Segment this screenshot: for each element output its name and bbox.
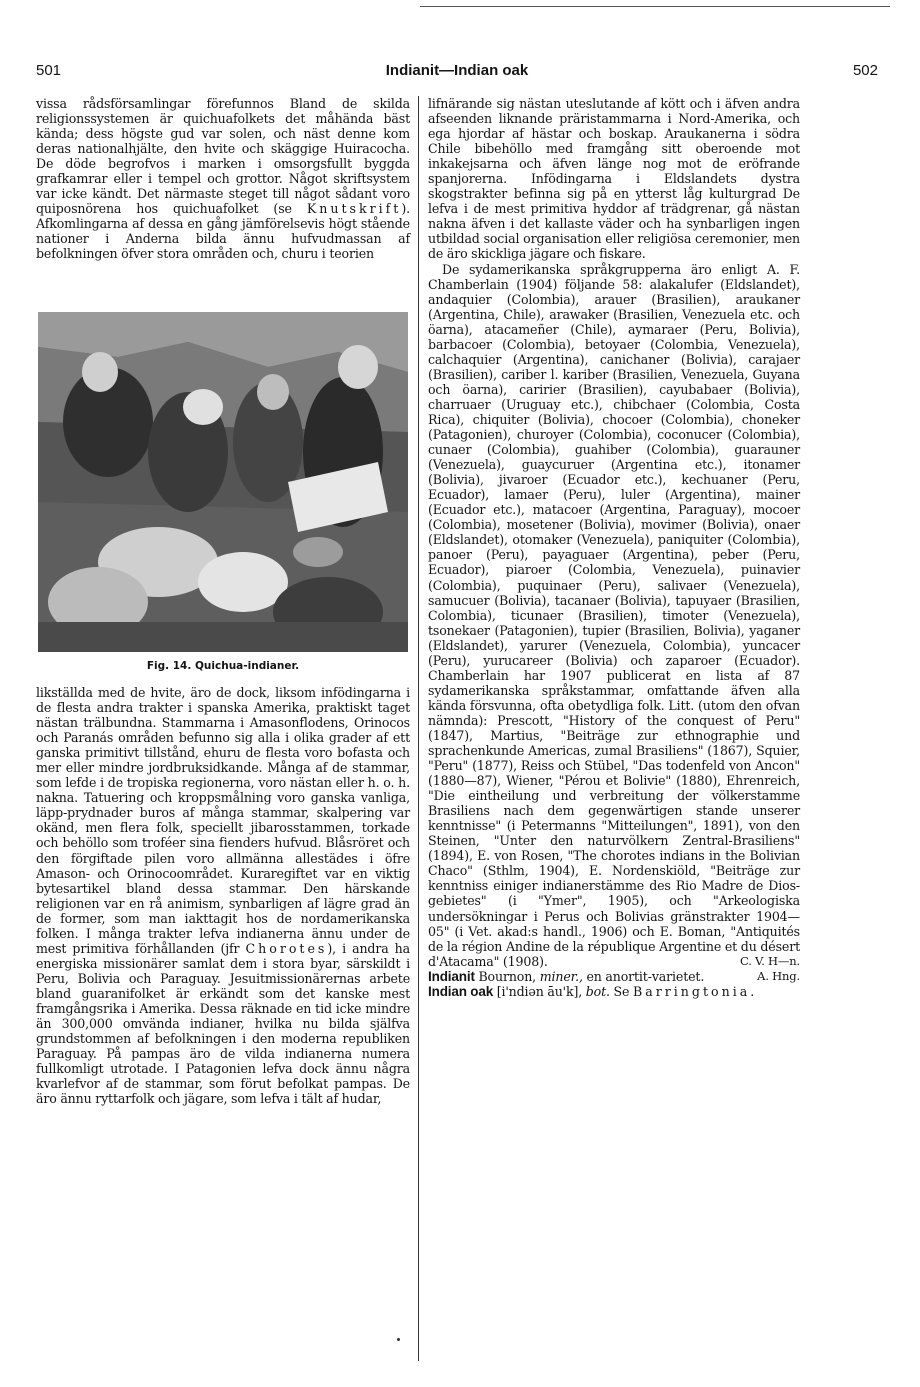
entry-indianit: Indianit Bournon, miner., en anortit-varietet. A. Hng. [428,968,800,984]
figure-caption: Fig. 14. Quichua-indianer. [146,660,300,672]
figure-photo [38,312,408,652]
entry-indian-oak: Indian oak [i'ndiən āu'k], bot. Se Barringtonia. [428,983,758,999]
cross-reference-chorotes[interactable]: Chorotes [245,940,328,956]
cross-reference-knutskrift[interactable]: Knutskrift [306,201,402,217]
photo-quichua-indians [38,312,408,652]
page-number-right: 502 [852,62,878,79]
paragraph: vissa rådsförsamlingar förefunnos Bland de skilda religionssystemen är quichuafolkets det måhända bäst kända; dess högste gud var solen, och näst denne kom deras nationalhjälte, den hvite och skäggige Huiracocha. De döde begrofvos i marken i omsorgsfullt byggda grafkamrar eller i tempel och grottor. Något skriftsystem var icke kändt. Det närmaste steget till något sådant voro quiposnörena hos quichuafolket (se Knutskrift). Afkomlingarna af dessa en gång jämförelsevis högt stående nationer i Anderna bilda ännu hufvudmassan af befolkningen öfver stora områden och, churu i teorien [36,96,410,262]
print-mark [397,1338,400,1341]
signature: C. V. H—n. [740,953,800,968]
page-header [36,62,878,84]
column-right [428,96,800,999]
running-title: Indianit—Indian oak [385,62,529,79]
headword: Indianit [428,968,475,984]
column-left-bottom [36,685,410,1106]
headword: Indian oak [428,983,494,999]
cross-reference-barringtonia[interactable]: Barringtonia. [632,983,758,999]
paragraph: lifnärande sig nästan uteslutande af kött och i äfven andra afseenden liknande präristammarna i Nord-Amerika, och ega hjordar af hästar och boskap. Araukanerna i södra Chile bibehöllo med framgång sitt oberoende mot inkakejsarna och äfven länge nog mot de eröfrande spanjorerna. Infödingarna i Eldslandets dystra skogstrakter befinna sig på en ytterst låg kulturgrad De lefva i de mest primitiva hyddor af trädgrenar, gå nästan nakna äfven i det kallaste väder och ha synbarligen ingen utbildad social organisation eller religiösa ceremonier, men de äro skickliga jägare och fiskare. [428,96,800,262]
paragraph: likställda med de hvite, äro de dock, liksom infödingarna i de flesta andra trakter i spanska Amerika, praktiskt taget nästan trälbundna. Stammarna i Amasonflodens, Orinocos och Paranás områden befunno sig alla i olika grader af ett ganska primitivt tillstånd, ehuru de flesta voro bofasta och mer eller mindre jordbruksidkande. Många af de stammar, som lefde i de tropiska regionerna, voro nästan eller h. o. h. nakna. Tatuering och kroppsmålning voro ganska vanliga, läpp-prydnader buros af många stammar, skalpering var okänd, men flera folk, speciellt jibarosstammen, torkade och behöllo som troféer sina fienders hufvud. Blåsröret och den förgiftade pilen voro allmänna allestädes i öfre Amason- och Orinocoområdet. Kuraregiftet var en viktig bytesartikel bland dessa stammar. Den härskande religionen var en rå animism, synbarligen af lägre grad än de former, som man iakttagit hos de nordamerikanska folken. I många trakter lefva indianerna ännu under de mest primitiva förhållanden (jfr Chorotes), i andra ha energiska missionärer samlat dem i stora byar, särskildt i Peru, Bolivia och Paraguay. Jesuitmissionärernas arbete bland guaranifolket är erkändt som det kanske mest framgångsrika i Amerika. Dessa räknade en tid icke mindre än 300,000 omvända indianer, hvilka nu bilda själfva grundstommen af befolkningen i den moderna republiken Paraguay. På pampas äro de vilda indianerna numera fullkomligt utrotade. I Patagonien lefva dock ännu några kvarlefvor af de stammar, som förut befolkat pampas. De äro ännu ryttarfolk och jägare, som lefva i tält af hudar, [36,685,410,1107]
page-number-left: 501 [36,62,62,79]
column-divider [418,96,419,1361]
paragraph: De sydamerikanska språkgrupperna äro enligt A. F. Chamberlain (1904) följande 58: alakalufer (Eldslandet), andaquier (Colombia), arauer (Brasilien), araukaner (Argentina, Chile), arawaker (Brasilien, Venezuela etc. och öarna), atacameñer (Chile), aymaraer (Peru, Bolivia), barbacoer (Colombia), betoyaer (Colombia, Venezuela), calchaquier (Argentina), canichaner (Bolivia), carajaer (Brasilien), cariber l. kariber (Brasilien, Venezuela, Guyana och öarna), caririer (Brasilien), cayubabaer (Bolivia), charruaer (Uruguay etc.), chibchaer (Colombia, Costa Rica), chiquiter (Bolivia), chocoer (Colombia), choneker (Patagonien), churoyer (Colombia), coconucer (Colombia), cunaer (Colombia), guahiber (Colombia), guarauner (Venezuela), guaycuruer (Argentina etc.), itonamer (Bolivia), jivaroer (Ecuador etc.), kechuaner (Peru, Ecuador), lamaer (Peru), luler (Argentina), mainer (Ecuador etc.), matacoer (Argentina, Paraguay), mocoer (Colombia), mosetener (Bolivia), movimer (Bolivia), onaer (Eldslandet), otomaker (Venezuela), paniquiter (Colombia), panoer (Peru), payaguaer (Argentina), peber (Peru, Ecuador), piaroer (Colombia, Venezuela), puinavier (Colombia), puquinaer (Peru), salivaer (Venezuela), samucuer (Bolivia), tacanaer (Bolivia), tapuyaer (Brasilien, Colombia), ticunaer (Brasilien), timoter (Venezuela), tsonekaer (Patagonien), tupier (Brasilien, Bolivia), yaganer (Eldslandet), yarurer (Venezuela, Colombia), yuncacer (Peru), yurucareer (Bolivia) och zaparoer (Ecuador). Chamberlain har 1907 publicerat en lista af 87 sydamerikanska språkstammar, omfattande äfven alla kända försvunna, ofta obetydliga folk. Litt. (utom den ofvan nämnda): Prescott, "History of the conquest of Peru" (1847), Martius, "Beiträge zur ethnographie und sprachenkunde Americas, zumal Brasiliens" (1867), Squier, "Peru" (1877), Reiss och Stübel, "Das todenfeld von Ancon" (1880—87), Wiener, "Pérou et Bolivie" (1880), Ehrenreich, "Die eintheilung und verbreitung der völkerstamme Brasiliens nach dem gegenwärtigen stande unserer kenntnisse" (i Petermanns "Mitteilungen", 1891), von den Steinen, "Unter den naturvölkern Zentral-Brasiliens" (1894), E. von Rosen, "The chorotes indians in the Bolivian Chaco" (Sthlm, 1904), E. Nordenskiöld, "Beiträge zur kenntniss einiger indianerstämme des Rio Madre de Dios-gebietes" (i "Ymer", 1905), och "Arkeologiska undersökningar i Perus och Bolivias gränstrakter 1904—05" (i Vet. akad:s handl., 1906) och E. Boman, "Antiquités de la région Andine de la république Argentine et du désert d'Atacama" (1908). C. V. H—n. [428,261,800,969]
signature: A. Hng. [757,968,800,983]
top-rule [420,6,890,7]
column-left-top [36,96,410,262]
